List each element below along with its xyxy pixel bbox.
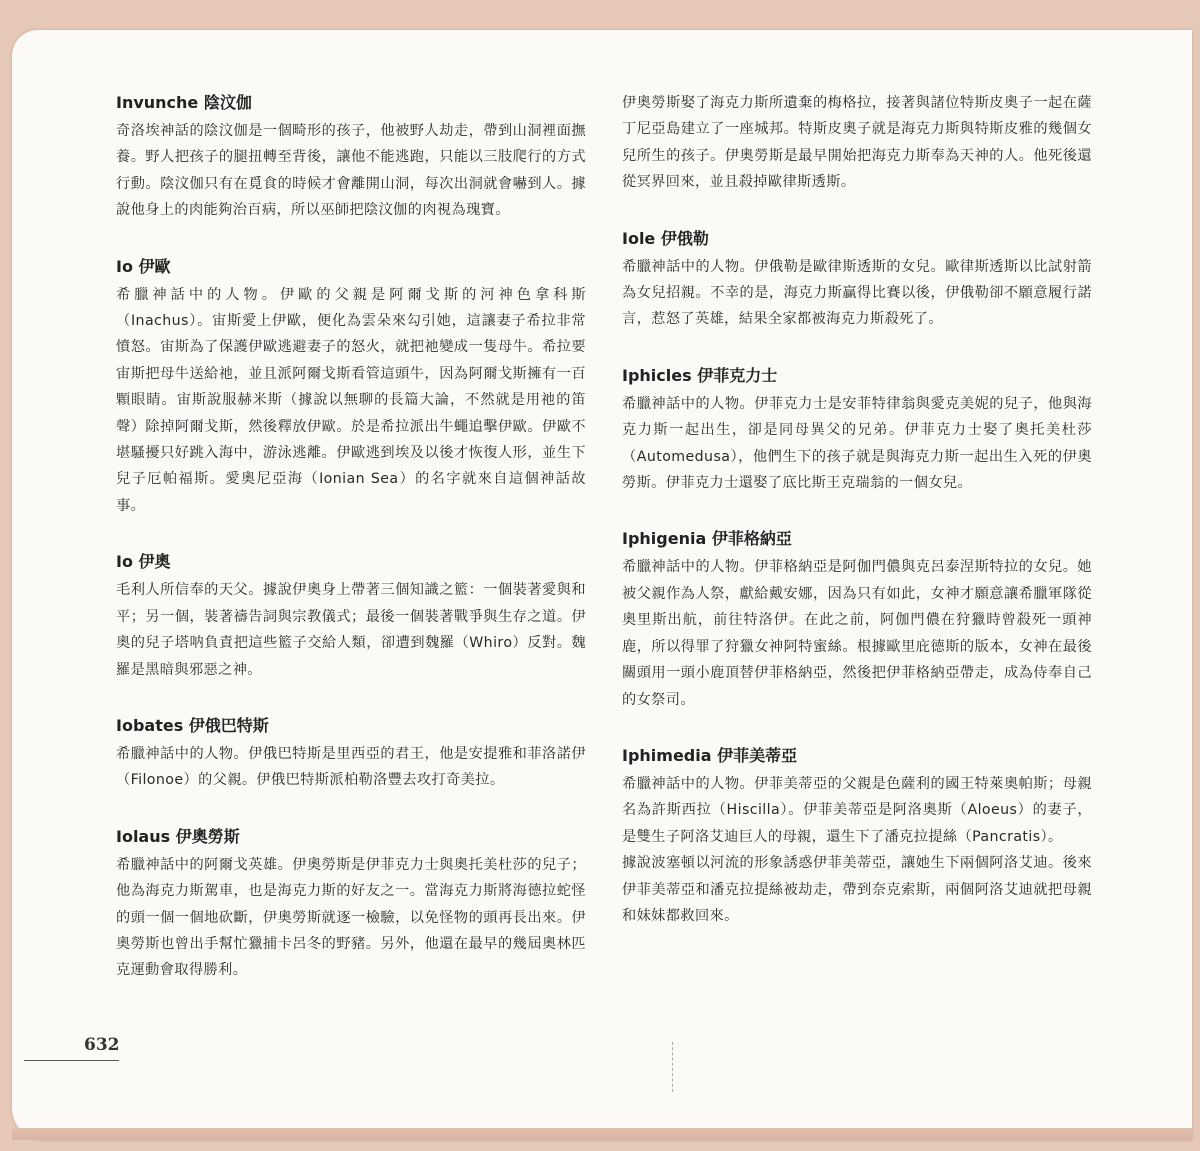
left-column (116, 90, 586, 1014)
entry-body: 希臘神話中的人物。伊歐的父親是阿爾戈斯的河神色拿科斯（Inachus）。宙斯愛上伊歐，便化為雲朵來勾引她，這讓妻子希拉非常憤怒。宙斯為了保護伊歐逃避妻子的怒火，就把祂變成一隻母牛。希拉要宙斯把母牛送給祂，並且派阿爾戈斯看管這頭牛，因為阿爾戈斯擁有一百顆眼睛。宙斯說服赫米斯（據說以無聊的長篇大論，不然就是用祂的笛聲）除掉阿爾戈斯，然後釋放伊歐。於是希拉派出牛蠅追擊伊歐。伊歐不堪騷擾只好跳入海中，游泳逃離。伊歐逃到埃及以後才恢復人形，並生下兒子厄帕福斯。愛奧尼亞海（Ionian Sea）的名字就來自這個神話故事。 (116, 286, 586, 514)
entry-body: 毛利人所信奉的天父。據說伊奧身上帶著三個知識之籃：一個裝著愛與和平；另一個，裝著禱告詞與宗教儀式；最後一個裝著戰爭與生存之道。伊奧的兒子塔呐負責把這些籃子交給人類，卻遭到魏羅（Whiro）反對。魏羅是黑暗與邪惡之神。 (116, 582, 586, 678)
entry-iphigenia (622, 526, 1092, 712)
right-column (622, 90, 1092, 959)
entry-heading: Invunche 陰汶伽 (116, 93, 252, 112)
entry-body: 奇洛埃神話的陰汶伽是一個畸形的孩子，他被野人劫走，帶到山洞裡面撫養。野人把孩子的腿扭轉至背後，讓他不能逃跑，只能以三肢爬行的方式行動。陰汶伽只有在覓食的時候才會離開山洞，每次出洞就會嚇到人。據說他身上的肉能夠治百病，所以巫師把陰汶伽的肉視為瑰寶。 (116, 123, 586, 219)
entry-iobates (116, 713, 586, 794)
entry-heading: Iphimedia 伊菲美蒂亞 (622, 745, 798, 765)
entry-iolaus (116, 824, 586, 984)
entry-body: 希臘神話中的人物。伊菲美蒂亞的父親是色薩利的國王特萊奧帕斯；母親名為許斯西拉（Hiscilla）。伊菲美蒂亞是阿洛奧斯（Aloeus）的妻子，是雙生子阿洛艾迪巨人的母親，還生下了潘克拉提絲（Pancratis）。 (622, 775, 1092, 845)
entry-iphimedia (622, 743, 1092, 929)
entry-body: 希臘神話中的阿爾戈英雄。伊奧勞斯是伊菲克力士與奧托美杜莎的兒子；他為海克力斯駕車，也是海克力斯的好友之一。當海克力斯將海德拉蛇怪的頭一個一個地砍斷，伊奧勞斯就逐一檢驗，以免怪物的頭再長出來。伊奧勞斯也曾出手幫忙獵捕卡呂冬的野豬。另外，他還在最早的幾屆奧林匹克運動會取得勝利。 (116, 856, 586, 979)
entry-body: 希臘神話中的人物。伊菲格納亞是阿伽門儂與克呂泰涅斯特拉的女兒。她被父親作為人祭，獻給戴安娜，因為只有如此，女神才願意讓希臘軍隊從奧里斯出航，前往特洛伊。在此之前，阿伽門儂在狩獵時曾殺死一頭神鹿，所以得罪了狩獵女神阿特蜜絲。根據歐里庇德斯的版本，女神在最後關頭用一頭小鹿頂替伊菲格納亞，然後把伊菲格納亞帶走，成為侍奉自己的女祭司。 (622, 559, 1092, 708)
entry-heading: Iphicles 伊菲克力士 (622, 365, 778, 385)
column-divider (672, 1042, 675, 1092)
entry-iolaus-continued (622, 90, 1092, 196)
page-edge (12, 1128, 1192, 1140)
entry-body: 希臘神話中的人物。伊俄巴特斯是里西亞的君王，他是安提雅和菲洛諾伊（Filonoe）的父親。伊俄巴特斯派柏勒洛豐去攻打奇美拉。 (116, 745, 586, 789)
entry-heading: Io 伊奧 (116, 552, 171, 572)
entry-heading: Iole 伊俄勒 (622, 228, 709, 248)
page-number: 632 (84, 1035, 120, 1055)
book-page (12, 30, 1192, 1140)
entry-invunche (116, 90, 586, 224)
entry-io-maori (116, 549, 586, 683)
entry-iole (622, 226, 1092, 333)
entry-io-greek (116, 254, 586, 520)
entry-body: 希臘神話中的人物。伊俄勒是歐律斯透斯的女兒。歐律斯透斯以比試射箭為女兒招親。不幸的是，海克力斯贏得比賽以後，伊俄勒卻不願意履行諾言，惹怒了英雄，結果全家都被海克力斯殺死了。 (622, 258, 1092, 328)
entry-heading: Iolaus 伊奧勞斯 (116, 826, 240, 846)
entry-heading: Iobates 伊俄巴特斯 (116, 715, 269, 735)
entry-body-paragraph-2: 據說波塞頓以河流的形象誘惑伊菲美蒂亞，讓她生下兩個阿洛艾迪。後來伊菲美蒂亞和潘克拉提絲被劫走，帶到奈克索斯，兩個阿洛艾迪就把母親和妹妹都救回來。 (622, 855, 1092, 924)
entry-heading: Iphigenia 伊菲格納亞 (622, 529, 792, 549)
entry-body: 希臘神話中的人物。伊菲克力士是安菲特律翁與愛克美妮的兒子，他與海克力斯一起出生，卻是同母異父的兄弟。伊菲克力士娶了奧托美杜莎（Automedusa），他們生下的孩子就是與海克力斯一起出生入死的伊奧勞斯。伊菲克力士還娶了底比斯王克瑞翁的一個女兒。 (622, 395, 1092, 492)
entry-body: 伊奧勞斯娶了海克力斯所遺棄的梅格拉，接著與諸位特斯皮奧子一起在薩丁尼亞島建立了一座城邦。特斯皮奧子就是海克力斯與特斯皮雅的幾個女兒所生的孩子。伊奧勞斯是最早開始把海克力斯奉為天神的人。他死後還從冥界回來，並且殺掉歐律斯透斯。 (622, 95, 1092, 191)
entry-heading: Io 伊歐 (116, 256, 171, 276)
page-number-rule (24, 1060, 119, 1061)
entry-iphicles (622, 363, 1092, 497)
